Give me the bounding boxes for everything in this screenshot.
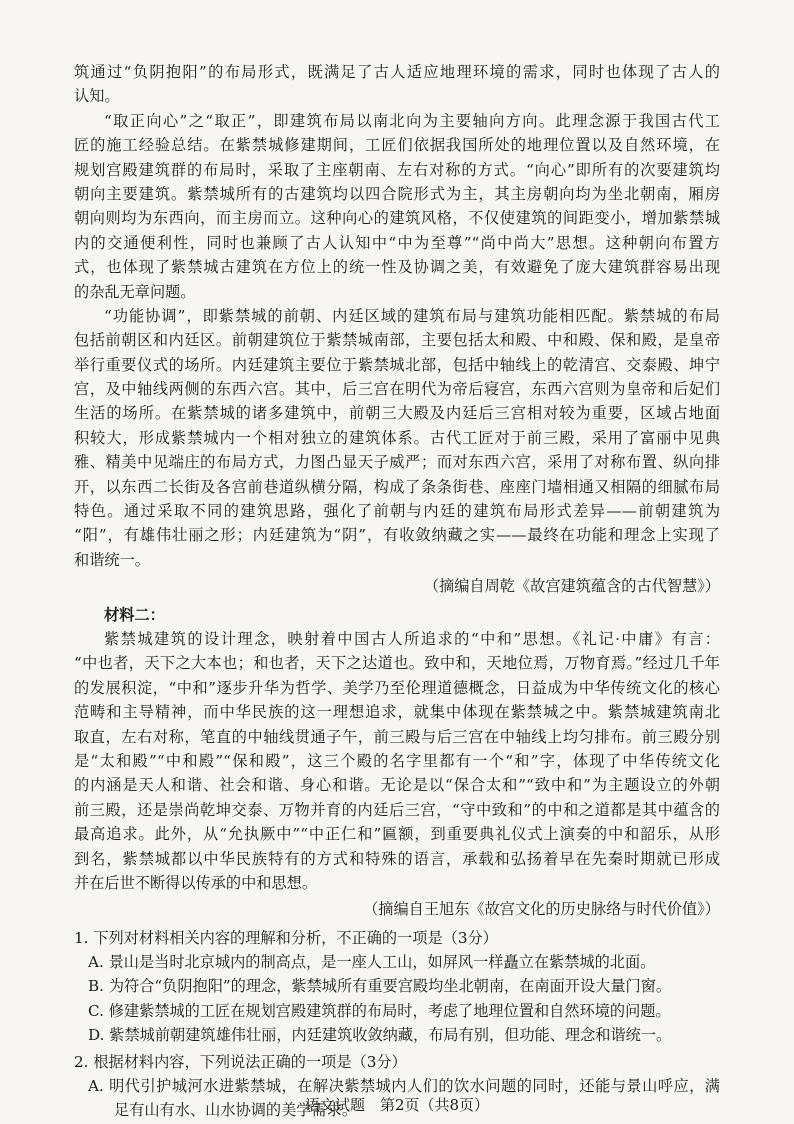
text-line: 式，也体现了紫禁城古建筑在方位上的统一性及协调之美，有效避免了庞大建筑群容易出现 xyxy=(74,258,720,277)
text-line: 内的交通便利性，同时也兼顾了古人认知中“中为至尊”“尚中尚大”思想。这种朝向布置方 xyxy=(74,233,720,252)
text-line: 并在后世不断得以传承的中和思想。 xyxy=(74,873,317,892)
question-1-option-c: C. 修建紫禁城的工匠在规划宫殿建筑群的布局时，考虑了地理位置和自然环境的问题。 xyxy=(88,1001,671,1020)
question-1-stem: 1. 下列对材料相关内容的理解和分析，不正确的一项是（3分） xyxy=(74,928,498,947)
text-line: 的杂乱无章问题。 xyxy=(74,282,196,301)
page-footer: 语文试题 第2页（共8页） xyxy=(304,1096,490,1114)
text-line: 举行重要仪式的场所。内廷建筑主要位于紫禁城北部，包括中轴线上的乾清宫、交泰殿、坤宁 xyxy=(74,355,720,374)
text-line: 积较大，形成紫禁城内一个相对独立的建筑体系。古代工匠对于前三殿，采用了富丽中见典 xyxy=(74,428,720,447)
text-line: 到名，紫禁城都以中华民族特有的方式和特殊的语言，承载和弘扬着早在先秦时期就已形成 xyxy=(74,849,720,868)
text-line: 特色。通过采取不同的建筑思路，强化了前朝与内廷的建筑布局形式差异——前朝建筑为 xyxy=(74,502,720,521)
page-body xyxy=(74,60,720,1123)
question-1-option-a: A. 景山是当时北京城内的制高点，是一座人工山，如屏风一样矗立在紫禁城的北面。 xyxy=(88,953,656,972)
question-1-option-d: D. 紫禁城前朝建筑雄伟壮丽，内廷建筑收敛纳藏，布局有别，但功能、理念和谐统一。 xyxy=(88,1026,672,1045)
text-line: “中也者，天下之大本也；和也者，天下之达道也。致中和，天地位焉，万物育焉。”经过几千年 xyxy=(74,654,720,673)
text-line: 是“太和殿”“中和殿”“保和殿”，这三个殿的名字里都有一个“和”字，体现了中华传统文化 xyxy=(74,751,720,770)
text-line: 开，以东西二长街及各宫前巷道纵横分隔，构成了条条街巷、座座门墙相通又相隔的细腻布局 xyxy=(74,477,720,496)
text-line: 取直，左右对称，笔直的中轴线贯通子午，前三殿与后三宫在中轴线上均匀排布。前三殿分别 xyxy=(74,727,720,746)
text-line: 宫，及中轴线两侧的东西六宫。其中，后三宫在明代为帝后寝宫，东西六宫则为皇帝和后妃们 xyxy=(74,380,720,399)
text-line: 的发展积淀，“中和”逐步升华为哲学、美学乃至伦理道德概念，日益成为中华传统文化的核心 xyxy=(74,678,720,697)
text-line: 朝向主要建筑。紫禁城所有的古建筑均以四合院形式为主，其主房朝向均为坐北朝南，厢房 xyxy=(74,184,720,203)
text-line: 的内涵是天人和谐、社会和谐、身心和谐。无论是以“保合太和”“致中和”为主题设立的外朝 xyxy=(74,776,720,795)
text-line: 规划宫殿建筑群的布局时，采取了主座朝南、左右对称的方式。“向心”即所有的次要建筑均 xyxy=(74,160,720,179)
text-line: 最高追求。此外，从“允执厥中”“中正仁和”匾额，到重要典礼仪式上演奏的中和韶乐，从形 xyxy=(74,825,720,844)
text-line: 匠的施工经验总结。在紫禁城修建期间，工匠们依据我国所处的地理位置以及自然环境，在 xyxy=(74,136,720,155)
text-line: “功能协调”，即紫禁城的前朝、内廷区域的建筑布局与建筑功能相匹配。紫禁城的布局 xyxy=(104,306,720,325)
question-2-stem: 2. 根据材料内容，下列说法正确的一项是（3分） xyxy=(74,1052,407,1071)
section-heading: 材料二： xyxy=(104,605,165,624)
text-line: 生活的场所。在紫禁城的诸多建筑中，前朝三大殿及内廷后三宫相对较为重要，区域占地面 xyxy=(74,404,720,423)
question-1-option-b: B. 为符合“负阴抱阳”的理念，紫禁城所有重要宫殿均坐北朝南，在南面开设大量门窗。 xyxy=(88,977,672,996)
source-citation: （摘编自王旭东《故宫文化的历史脉络与时代价值》） xyxy=(363,900,720,919)
text-line: 认知。 xyxy=(74,87,120,106)
text-line: 朝向则均为东西向，而主房而立。这种向心的建筑风格，不仅使建筑的间距变小，增加紫禁城 xyxy=(74,209,720,228)
text-line: 前三殿，还是崇尚乾坤交泰、万物并育的内廷后三宫，“守中致和”的中和之道都是其中蕴含的 xyxy=(74,800,720,819)
text-line: 和谐统一。 xyxy=(74,550,150,569)
source-citation: （摘编自周乾《故宫建筑蕴含的古代智慧》） xyxy=(423,577,720,596)
text-line: 紫禁城建筑的设计理念，映射着中国古人所追求的“中和”思想。《礼记·中庸》有言： xyxy=(104,630,720,648)
text-line: 范畴和主导精神，而中华民族的这一理想追求，就集中体现在紫禁城之中。紫禁城建筑南北 xyxy=(74,703,720,722)
question-2-option-a: A. 明代引护城河水进紫禁城，在解决紫禁城内人们的饮水问题的同时，还能与景山呼应，满 xyxy=(88,1077,720,1096)
question-2-option-a-cont: 足有山有水、山水协调的美学需求。 xyxy=(114,1101,357,1120)
text-line: 包括前朝区和内廷区。前朝建筑位于紫禁城南部，主要包括太和殿、中和殿、保和殿，是皇帝 xyxy=(74,331,720,350)
text-line: 筑通过“负阴抱阳”的布局形式，既满足了古人适应地理环境的需求，同时也体现了古人的 xyxy=(74,63,720,81)
text-line: “阳”，有雄伟壮丽之形；内廷建筑为“阴”，有收敛纳藏之实——最终在功能和理念上实现了 xyxy=(74,526,720,545)
text-line: 雅、精美中见端庄的布局方式，力图凸显天子威严；而对东西六宫，采用了对称布置、纵向排 xyxy=(74,453,720,472)
text-line: “取正向心”之“取正”，即建筑布局以南北向为主要轴向方向。此理念源于我国古代工 xyxy=(104,111,720,130)
